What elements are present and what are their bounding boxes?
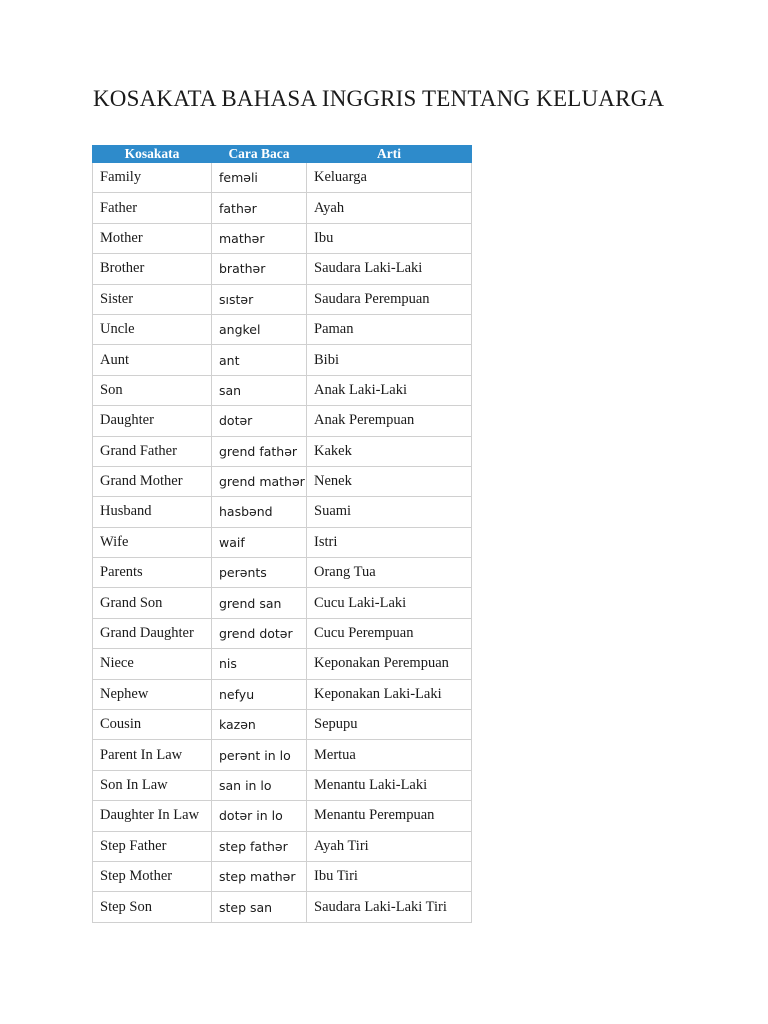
cell-arti: Keponakan Laki-Laki — [307, 679, 472, 709]
table-row — [93, 527, 472, 557]
cell-kosakata: Parents — [93, 558, 212, 588]
cell-arti: Keluarga — [307, 163, 472, 193]
table-row — [93, 406, 472, 436]
cell-kosakata: Son In Law — [93, 770, 212, 800]
cell-cara-baca: grend dotər — [212, 618, 307, 648]
cell-cara-baca: hasbənd — [212, 497, 307, 527]
cell-kosakata: Parent In Law — [93, 740, 212, 770]
cell-arti: Keponakan Perempuan — [307, 649, 472, 679]
header-cara-baca: Cara Baca — [212, 146, 307, 163]
table-row — [93, 314, 472, 344]
cell-cara-baca: feməli — [212, 163, 307, 193]
table-row — [93, 618, 472, 648]
cell-kosakata: Step Son — [93, 892, 212, 922]
header-kosakata: Kosakata — [93, 146, 212, 163]
cell-kosakata: Daughter — [93, 406, 212, 436]
table-row — [93, 801, 472, 831]
cell-arti: Cucu Perempuan — [307, 618, 472, 648]
cell-kosakata: Cousin — [93, 710, 212, 740]
cell-kosakata: Grand Son — [93, 588, 212, 618]
cell-arti: Saudara Laki-Laki Tiri — [307, 892, 472, 922]
cell-arti: Menantu Laki-Laki — [307, 770, 472, 800]
cell-arti: Nenek — [307, 466, 472, 496]
cell-cara-baca: angkel — [212, 314, 307, 344]
cell-cara-baca: grend mathər — [212, 466, 307, 496]
cell-kosakata: Nephew — [93, 679, 212, 709]
cell-cara-baca: step fathər — [212, 831, 307, 861]
table-row — [93, 740, 472, 770]
cell-kosakata: Step Mother — [93, 861, 212, 891]
cell-cara-baca: grend fathər — [212, 436, 307, 466]
cell-kosakata: Grand Daughter — [93, 618, 212, 648]
cell-arti: Ayah — [307, 193, 472, 223]
table-row — [93, 892, 472, 922]
cell-cara-baca: kazən — [212, 710, 307, 740]
cell-kosakata: Uncle — [93, 314, 212, 344]
cell-cara-baca: step san — [212, 892, 307, 922]
cell-cara-baca: grend san — [212, 588, 307, 618]
table-header-row — [93, 146, 472, 163]
cell-kosakata: Sister — [93, 284, 212, 314]
cell-arti: Kakek — [307, 436, 472, 466]
table-row — [93, 284, 472, 314]
table-row — [93, 861, 472, 891]
cell-kosakata: Husband — [93, 497, 212, 527]
table-row — [93, 558, 472, 588]
cell-arti: Ayah Tiri — [307, 831, 472, 861]
cell-cara-baca: mathər — [212, 223, 307, 253]
cell-kosakata: Father — [93, 193, 212, 223]
cell-arti: Anak Laki-Laki — [307, 375, 472, 405]
cell-cara-baca: sıstər — [212, 284, 307, 314]
table-row — [93, 163, 472, 193]
cell-arti: Cucu Laki-Laki — [307, 588, 472, 618]
cell-kosakata: Step Father — [93, 831, 212, 861]
table-row — [93, 497, 472, 527]
cell-cara-baca: san in lo — [212, 770, 307, 800]
cell-cara-baca: dotər — [212, 406, 307, 436]
cell-cara-baca: fathər — [212, 193, 307, 223]
cell-kosakata: Grand Mother — [93, 466, 212, 496]
cell-arti: Saudara Perempuan — [307, 284, 472, 314]
cell-arti: Orang Tua — [307, 558, 472, 588]
cell-arti: Paman — [307, 314, 472, 344]
cell-arti: Istri — [307, 527, 472, 557]
cell-arti: Sepupu — [307, 710, 472, 740]
cell-cara-baca: ant — [212, 345, 307, 375]
table-row — [93, 193, 472, 223]
table-row — [93, 345, 472, 375]
cell-cara-baca: brathər — [212, 254, 307, 284]
table-row — [93, 770, 472, 800]
cell-kosakata: Daughter In Law — [93, 801, 212, 831]
cell-kosakata: Aunt — [93, 345, 212, 375]
cell-kosakata: Brother — [93, 254, 212, 284]
table-row — [93, 375, 472, 405]
cell-kosakata: Son — [93, 375, 212, 405]
table-row — [93, 254, 472, 284]
table-row — [93, 649, 472, 679]
cell-arti: Ibu Tiri — [307, 861, 472, 891]
cell-arti: Anak Perempuan — [307, 406, 472, 436]
cell-cara-baca: nis — [212, 649, 307, 679]
cell-cara-baca: perənts — [212, 558, 307, 588]
cell-arti: Ibu — [307, 223, 472, 253]
table-row — [93, 466, 472, 496]
cell-arti: Mertua — [307, 740, 472, 770]
cell-cara-baca: perənt in lo — [212, 740, 307, 770]
page-title: KOSAKATA BAHASA INGGRIS TENTANG KELUARGA — [93, 86, 665, 111]
table-row — [93, 831, 472, 861]
cell-cara-baca: dotər in lo — [212, 801, 307, 831]
cell-arti: Suami — [307, 497, 472, 527]
table-row — [93, 710, 472, 740]
cell-cara-baca: step mathər — [212, 861, 307, 891]
table-row — [93, 436, 472, 466]
cell-cara-baca: nefyu — [212, 679, 307, 709]
table-row — [93, 588, 472, 618]
vocabulary-table — [92, 145, 472, 923]
cell-kosakata: Wife — [93, 527, 212, 557]
cell-arti: Menantu Perempuan — [307, 801, 472, 831]
cell-kosakata: Mother — [93, 223, 212, 253]
table-row — [93, 223, 472, 253]
table-row — [93, 679, 472, 709]
header-arti: Arti — [307, 146, 472, 163]
cell-cara-baca: waif — [212, 527, 307, 557]
cell-kosakata: Grand Father — [93, 436, 212, 466]
cell-kosakata: Family — [93, 163, 212, 193]
cell-arti: Saudara Laki-Laki — [307, 254, 472, 284]
cell-kosakata: Niece — [93, 649, 212, 679]
cell-arti: Bibi — [307, 345, 472, 375]
cell-cara-baca: san — [212, 375, 307, 405]
